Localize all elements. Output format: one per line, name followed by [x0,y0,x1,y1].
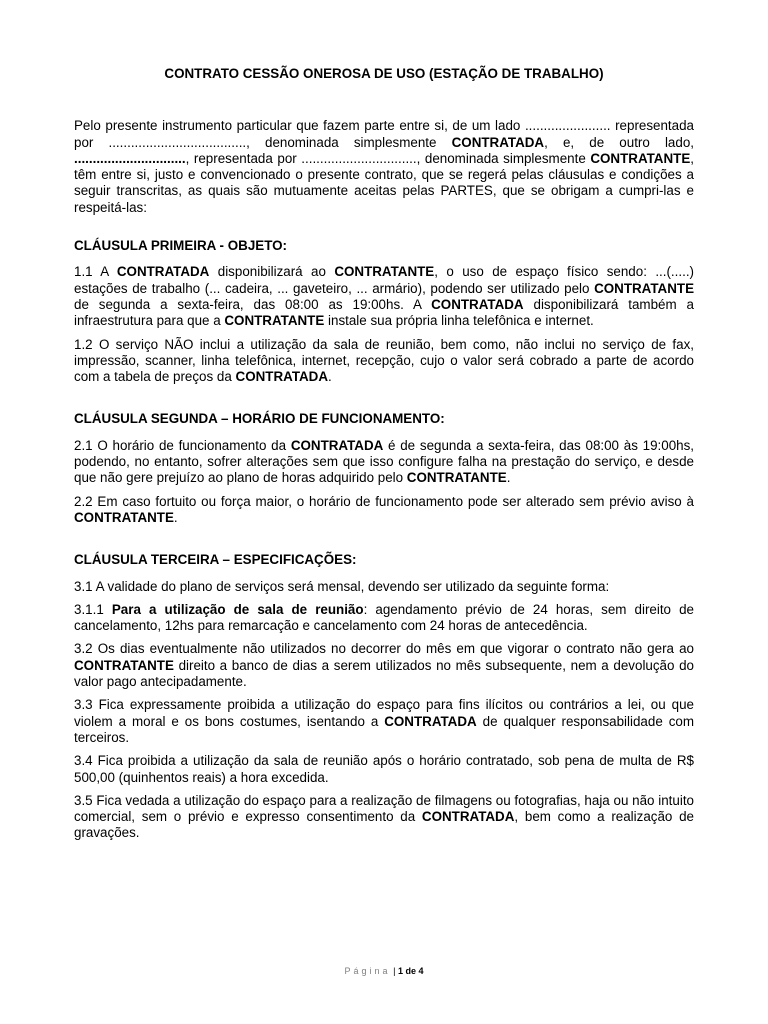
text: 3.3 Fica expressamente proibida a utilização do espaço para fins ilícitos ou contrários a lei, ou que violem a moral e os bons costumes, isentando a [74,697,694,729]
text: instale sua própria linha telefônica e internet. [324,313,594,329]
footer-page-number: 1 de 4 [397,966,424,976]
text: disponibilizará ao [209,264,335,280]
bold-text: Para a utilização de sala de reunião [111,601,364,617]
clause-2-2-paragraph [74,494,694,527]
text: . [173,509,178,525]
bold-text: .............................. [74,150,186,166]
page-footer [0,966,768,976]
clause-3-1-1-paragraph [74,602,694,635]
text: de segunda a sexta-feira, das 08:00 as 19:00hs. A [74,296,432,312]
clause-3-5-paragraph [74,793,694,842]
bold-text: CONTRATADA [235,369,329,385]
text: , representada por ..............................., denominada simplesmente [185,150,591,166]
bold-text: CONTRATADA [431,296,524,312]
bold-text: CONTRATADA [116,264,210,280]
text: disponibilizará também a infraestrutura para que a [74,296,694,329]
bold-text: CONTRATANTE [74,509,174,525]
text: 1.1 A [74,264,117,280]
footer-separator: | [393,966,396,976]
text: , o uso de espaço físico sendo: ...(.....) estações de trabalho (... cadeira, ... gaveteiro, ... armário), podendo ser utilizado pelo [74,264,694,296]
text: direito a banco de dias a serem utilizados no mês subsequente, nem a devolução do valor pago antecipadamente. [74,657,694,690]
text: é de segunda a sexta-feira, das 08:00 às 19:00hs, podendo, no entanto, sofrer alterações sem que isso configure falha na prestação do serviço, e desde que não gere prejuízo ao plano de horas adquirido pelo [74,437,695,486]
text: 3.2 Os dias eventualmente não utilizados no decorrer do mês em que vigorar o contrato não gera ao [74,641,694,657]
text: Pelo presente instrumento particular que fazem parte entre si, de um lado ....................... representada por ....................................., denominada simplesmente [74,118,694,150]
clause-2-heading: CLÁUSULA SEGUNDA – HORÁRIO DE FUNCIONAMENTO: [74,411,445,427]
text: 1.2 O serviço NÃO inclui a utilização da sala de reunião, bem como, não inclui no serviço de fax, impressão, scanner, linha telefônica, internet, recepção, cujo o valor será cobrado a parte de acordo com a tabela de preços da [74,336,694,385]
clause-1-heading: CLÁUSULA PRIMEIRA - OBJETO: [74,238,288,254]
text: , e, de outro lado, [544,134,694,150]
document-page [74,66,694,849]
clause-2-1-paragraph [74,438,694,487]
document-title: CONTRATO CESSÃO ONEROSA DE USO (ESTAÇÃO DE TRABALHO) [164,66,604,81]
bold-text: CONTRATADA [451,134,545,150]
clause-3-heading: CLÁUSULA TERCEIRA – ESPECIFICAÇÕES: [74,552,357,568]
text: . [506,470,511,486]
clause-3-1-paragraph: 3.1 A validade do plano de serviços será mensal, devendo ser utilizado da seguinte forma: [74,578,610,594]
intro-paragraph [74,118,694,216]
text: : agendamento prévio de 24 horas, sem direito de cancelamento, 12hs para remarcação e cancelamento com 24 horas de antecedência. [74,601,694,634]
clause-3-2-paragraph [74,641,694,690]
text: 2.1 O horário de funcionamento da [74,437,291,453]
clause-3-3-paragraph [74,697,694,746]
bold-text: CONTRATANTE [224,313,325,329]
text: 2.2 Em caso fortuito ou força maior, o horário de funcionamento pode ser alterado sem prévio aviso à [74,493,694,509]
text: 3.5 Fica vedada a utilização do espaço para a realização de filmagens ou fotografias, haja ou não intuito comercial, sem o prévio e expresso consentimento da [74,792,694,825]
footer-page-label: Página [344,966,391,976]
text: , têm entre si, justo e convencionado o presente contrato, que se regerá pelas cláusulas e condições a seguir transcritas, as quais são mutuamente aceitas pelas PARTES, que se obrigam a cumpri-las e respeitá-las: [74,150,694,215]
text: 3.1.1 [74,601,112,617]
text: de qualquer responsabilidade com terceiros. [74,713,694,745]
bold-text: CONTRATANTE [594,280,694,296]
bold-text: CONTRATADA [421,809,515,825]
clause-1-1-paragraph [74,264,694,329]
bold-text: CONTRATANTE [74,657,174,673]
text: , bem como a realização de gravações. [74,809,694,841]
bold-text: CONTRATADA [384,713,477,729]
bold-text: CONTRATANTE [334,264,435,280]
bold-text: CONTRATANTE [406,470,507,486]
bold-text: CONTRATANTE [590,150,691,166]
bold-text: CONTRATADA [290,437,384,453]
clause-1-2-paragraph [74,337,694,386]
text: . [328,369,332,385]
clause-3-4-paragraph: 3.4 Fica proibida a utilização da sala de reunião após o horário contratado, sob pena de multa de R$ 500,00 (quinhentos reais) a hora excedida. [74,753,694,785]
